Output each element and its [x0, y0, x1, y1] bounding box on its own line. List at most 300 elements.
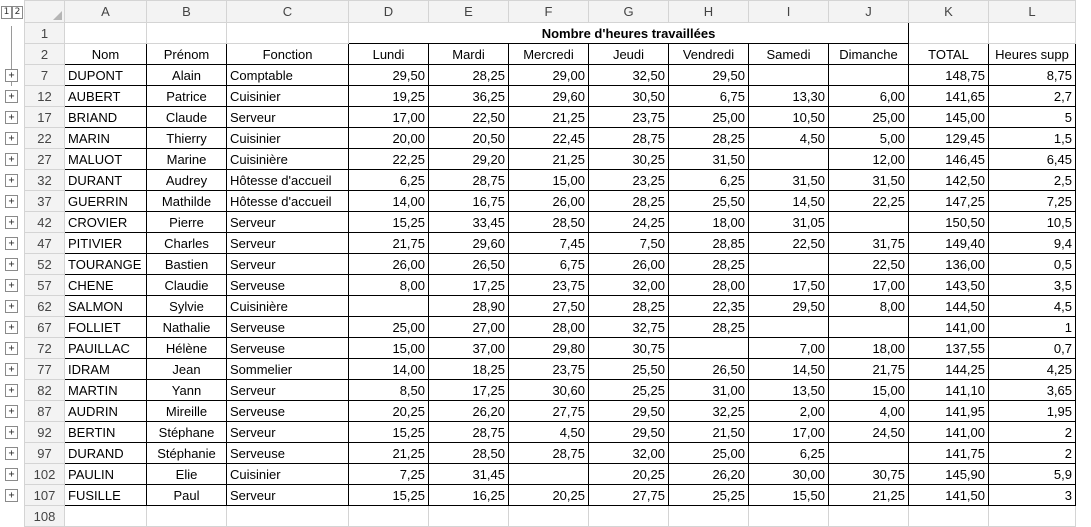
cell-c[interactable]: Serveur: [227, 254, 349, 275]
cell-g[interactable]: 25,50: [589, 359, 669, 380]
cell-f[interactable]: 27,75: [509, 401, 589, 422]
cell-k[interactable]: 141,00: [909, 422, 989, 443]
row-header[interactable]: 77: [25, 359, 65, 380]
cell-j[interactable]: 30,75: [829, 464, 909, 485]
column-header-h[interactable]: H: [669, 1, 749, 23]
expand-group-button[interactable]: +: [5, 405, 18, 418]
cell-f[interactable]: 29,00: [509, 65, 589, 86]
cell-i[interactable]: 31,50: [749, 170, 829, 191]
cell-h[interactable]: 26,50: [669, 359, 749, 380]
cell-a[interactable]: BERTIN: [65, 422, 147, 443]
cell-f[interactable]: 28,00: [509, 317, 589, 338]
cell-k[interactable]: 144,50: [909, 296, 989, 317]
cell-h[interactable]: 25,00: [669, 107, 749, 128]
expand-group-button[interactable]: +: [5, 279, 18, 292]
cell-d[interactable]: 6,25: [349, 170, 429, 191]
expand-group-button[interactable]: +: [5, 342, 18, 355]
cell[interactable]: [909, 506, 989, 527]
cell-i[interactable]: [749, 317, 829, 338]
cell[interactable]: [147, 23, 227, 44]
cell-i[interactable]: 30,00: [749, 464, 829, 485]
cell-f[interactable]: 23,75: [509, 359, 589, 380]
cell-a[interactable]: DURANT: [65, 170, 147, 191]
row-header[interactable]: 42: [25, 212, 65, 233]
cell-b[interactable]: Stéphanie: [147, 443, 227, 464]
cell-a[interactable]: MALUOT: [65, 149, 147, 170]
cell-g[interactable]: 30,25: [589, 149, 669, 170]
cell-j[interactable]: [829, 317, 909, 338]
cell-l[interactable]: 0,7: [989, 338, 1076, 359]
cell-i[interactable]: 13,30: [749, 86, 829, 107]
cell-a[interactable]: AUBERT: [65, 86, 147, 107]
cell-l[interactable]: 5,9: [989, 464, 1076, 485]
row-header[interactable]: 7: [25, 65, 65, 86]
cell-l[interactable]: 2: [989, 443, 1076, 464]
cell-c[interactable]: Serveur: [227, 233, 349, 254]
cell-g[interactable]: 29,50: [589, 401, 669, 422]
cell-d[interactable]: 21,75: [349, 233, 429, 254]
cell-k[interactable]: 148,75: [909, 65, 989, 86]
cell-j[interactable]: 22,25: [829, 191, 909, 212]
cell-j[interactable]: 15,00: [829, 380, 909, 401]
row-header[interactable]: 92: [25, 422, 65, 443]
cell-f[interactable]: 28,50: [509, 212, 589, 233]
cell-i[interactable]: 6,25: [749, 443, 829, 464]
cell[interactable]: [65, 23, 147, 44]
cell-j[interactable]: 17,00: [829, 275, 909, 296]
cell-l[interactable]: 8,75: [989, 65, 1076, 86]
expand-group-button[interactable]: +: [5, 153, 18, 166]
cell-c[interactable]: Serveur: [227, 422, 349, 443]
cell-j[interactable]: 31,75: [829, 233, 909, 254]
cell-j[interactable]: 31,50: [829, 170, 909, 191]
cell-d[interactable]: 15,25: [349, 422, 429, 443]
expand-group-button[interactable]: +: [5, 489, 18, 502]
cell-f[interactable]: 21,25: [509, 107, 589, 128]
cell-e[interactable]: 33,45: [429, 212, 509, 233]
cell-i[interactable]: 14,50: [749, 191, 829, 212]
cell-j[interactable]: 4,00: [829, 401, 909, 422]
cell-l[interactable]: 5: [989, 107, 1076, 128]
cell[interactable]: [65, 506, 147, 527]
cell-a[interactable]: CROVIER: [65, 212, 147, 233]
cell-i[interactable]: 22,50: [749, 233, 829, 254]
cell-b[interactable]: Charles: [147, 233, 227, 254]
cell-a[interactable]: SALMON: [65, 296, 147, 317]
cell-c[interactable]: Serveuse: [227, 275, 349, 296]
cell-g[interactable]: 28,25: [589, 296, 669, 317]
row-header[interactable]: 72: [25, 338, 65, 359]
cell-g[interactable]: 7,50: [589, 233, 669, 254]
cell-k[interactable]: 141,65: [909, 86, 989, 107]
cell-h[interactable]: 25,00: [669, 443, 749, 464]
cell-j[interactable]: [829, 65, 909, 86]
expand-group-button[interactable]: +: [5, 363, 18, 376]
cell-d[interactable]: 14,00: [349, 191, 429, 212]
cell-i[interactable]: [749, 149, 829, 170]
column-header-k[interactable]: K: [909, 1, 989, 23]
cell-h[interactable]: 22,35: [669, 296, 749, 317]
expand-group-button[interactable]: +: [5, 216, 18, 229]
cell-h[interactable]: 21,50: [669, 422, 749, 443]
cell-k[interactable]: 146,45: [909, 149, 989, 170]
cell-l[interactable]: 2,5: [989, 170, 1076, 191]
column-header-c[interactable]: C: [227, 1, 349, 23]
cell-c[interactable]: Hôtesse d'accueil: [227, 170, 349, 191]
cell-b[interactable]: Jean: [147, 359, 227, 380]
cell-l[interactable]: 3: [989, 485, 1076, 506]
column-header-l[interactable]: L: [989, 1, 1076, 23]
cell-g[interactable]: 26,00: [589, 254, 669, 275]
cell-i[interactable]: 13,50: [749, 380, 829, 401]
cell-g[interactable]: 32,75: [589, 317, 669, 338]
cell[interactable]: [989, 506, 1076, 527]
row-header[interactable]: 17: [25, 107, 65, 128]
cell-g[interactable]: 32,00: [589, 275, 669, 296]
column-title-cell[interactable]: TOTAL: [909, 44, 989, 65]
cell-k[interactable]: 141,95: [909, 401, 989, 422]
cell-g[interactable]: 30,50: [589, 86, 669, 107]
cell-a[interactable]: PITIVIER: [65, 233, 147, 254]
cell-l[interactable]: 4,5: [989, 296, 1076, 317]
cell-e[interactable]: 28,75: [429, 422, 509, 443]
cell-c[interactable]: Cuisinière: [227, 149, 349, 170]
cell-b[interactable]: Sylvie: [147, 296, 227, 317]
cell-a[interactable]: MARTIN: [65, 380, 147, 401]
cell-k[interactable]: 136,00: [909, 254, 989, 275]
cell-c[interactable]: Serveuse: [227, 443, 349, 464]
cell-e[interactable]: 16,75: [429, 191, 509, 212]
cell[interactable]: [227, 23, 349, 44]
cell-g[interactable]: 24,25: [589, 212, 669, 233]
cell-c[interactable]: Hôtesse d'accueil: [227, 191, 349, 212]
cell-a[interactable]: FUSILLE: [65, 485, 147, 506]
cell-g[interactable]: 32,00: [589, 443, 669, 464]
cell-e[interactable]: 37,00: [429, 338, 509, 359]
cell-f[interactable]: 29,60: [509, 86, 589, 107]
cell-b[interactable]: Claude: [147, 107, 227, 128]
cell-e[interactable]: 28,25: [429, 65, 509, 86]
cell-b[interactable]: Hélène: [147, 338, 227, 359]
cell-h[interactable]: 25,50: [669, 191, 749, 212]
cell-g[interactable]: 25,25: [589, 380, 669, 401]
expand-group-button[interactable]: +: [5, 384, 18, 397]
column-title-cell[interactable]: Jeudi: [589, 44, 669, 65]
cell-h[interactable]: 28,00: [669, 275, 749, 296]
cell-d[interactable]: 7,25: [349, 464, 429, 485]
cell-f[interactable]: 15,00: [509, 170, 589, 191]
cell-b[interactable]: Marine: [147, 149, 227, 170]
expand-group-button[interactable]: +: [5, 237, 18, 250]
cell-e[interactable]: 31,45: [429, 464, 509, 485]
cell-f[interactable]: 30,60: [509, 380, 589, 401]
cell-e[interactable]: 18,25: [429, 359, 509, 380]
cell-h[interactable]: 28,25: [669, 128, 749, 149]
cell-l[interactable]: 1,5: [989, 128, 1076, 149]
cell-f[interactable]: [509, 464, 589, 485]
cell-h[interactable]: 32,25: [669, 401, 749, 422]
cell-h[interactable]: 28,85: [669, 233, 749, 254]
cell-b[interactable]: Elie: [147, 464, 227, 485]
cell-d[interactable]: 8,00: [349, 275, 429, 296]
cell-f[interactable]: 22,45: [509, 128, 589, 149]
expand-group-button[interactable]: +: [5, 468, 18, 481]
cell[interactable]: [989, 23, 1076, 44]
cell[interactable]: [349, 506, 429, 527]
column-title-cell[interactable]: Dimanche: [829, 44, 909, 65]
cell-c[interactable]: Serveur: [227, 380, 349, 401]
cell-i[interactable]: [749, 65, 829, 86]
expand-group-button[interactable]: +: [5, 447, 18, 460]
cell-h[interactable]: [669, 338, 749, 359]
cell-c[interactable]: Cuisinière: [227, 296, 349, 317]
cell-i[interactable]: 10,50: [749, 107, 829, 128]
cell-b[interactable]: Claudie: [147, 275, 227, 296]
cell-g[interactable]: 23,75: [589, 107, 669, 128]
cell-e[interactable]: 16,25: [429, 485, 509, 506]
row-header[interactable]: 47: [25, 233, 65, 254]
cell-l[interactable]: 3,65: [989, 380, 1076, 401]
expand-group-button[interactable]: +: [5, 111, 18, 124]
cell-h[interactable]: 29,50: [669, 65, 749, 86]
cell-e[interactable]: 26,50: [429, 254, 509, 275]
cell-j[interactable]: 12,00: [829, 149, 909, 170]
cell-l[interactable]: 7,25: [989, 191, 1076, 212]
cell-f[interactable]: 23,75: [509, 275, 589, 296]
cell-j[interactable]: 21,25: [829, 485, 909, 506]
cell-a[interactable]: AUDRIN: [65, 401, 147, 422]
cell-k[interactable]: 141,00: [909, 317, 989, 338]
cell-i[interactable]: [749, 254, 829, 275]
cell-b[interactable]: Paul: [147, 485, 227, 506]
cell-k[interactable]: 149,40: [909, 233, 989, 254]
column-title-cell[interactable]: Vendredi: [669, 44, 749, 65]
cell-c[interactable]: Serveuse: [227, 317, 349, 338]
cell-f[interactable]: 6,75: [509, 254, 589, 275]
expand-group-button[interactable]: +: [5, 321, 18, 334]
cell-c[interactable]: Cuisinier: [227, 86, 349, 107]
expand-group-button[interactable]: +: [5, 258, 18, 271]
cell-b[interactable]: Audrey: [147, 170, 227, 191]
cell[interactable]: [909, 23, 989, 44]
cell-a[interactable]: IDRAM: [65, 359, 147, 380]
cell-a[interactable]: TOURANGE: [65, 254, 147, 275]
expand-group-button[interactable]: +: [5, 132, 18, 145]
cell-k[interactable]: 141,10: [909, 380, 989, 401]
column-header-a[interactable]: A: [65, 1, 147, 23]
cell-k[interactable]: 137,55: [909, 338, 989, 359]
cell-a[interactable]: PAUILLAC: [65, 338, 147, 359]
cell-e[interactable]: 26,20: [429, 401, 509, 422]
cell-a[interactable]: DUPONT: [65, 65, 147, 86]
cell-k[interactable]: 141,75: [909, 443, 989, 464]
column-title-cell[interactable]: Samedi: [749, 44, 829, 65]
cell-i[interactable]: 15,50: [749, 485, 829, 506]
cell-h[interactable]: 28,25: [669, 254, 749, 275]
cell-d[interactable]: 25,00: [349, 317, 429, 338]
expand-group-button[interactable]: +: [5, 300, 18, 313]
cell-b[interactable]: Yann: [147, 380, 227, 401]
outline-level-2-button[interactable]: 2: [12, 6, 23, 19]
cell-l[interactable]: 2: [989, 422, 1076, 443]
cell-f[interactable]: 29,80: [509, 338, 589, 359]
row-header[interactable]: 2: [25, 44, 65, 65]
expand-group-button[interactable]: +: [5, 195, 18, 208]
row-header[interactable]: 107: [25, 485, 65, 506]
cell-a[interactable]: CHENE: [65, 275, 147, 296]
cell-j[interactable]: 8,00: [829, 296, 909, 317]
cell-l[interactable]: 1,95: [989, 401, 1076, 422]
cell-b[interactable]: Pierre: [147, 212, 227, 233]
cell-d[interactable]: 26,00: [349, 254, 429, 275]
cell-k[interactable]: 129,45: [909, 128, 989, 149]
cell-h[interactable]: 31,50: [669, 149, 749, 170]
cell-d[interactable]: [349, 296, 429, 317]
cell-h[interactable]: 18,00: [669, 212, 749, 233]
cell-k[interactable]: 145,90: [909, 464, 989, 485]
expand-group-button[interactable]: +: [5, 426, 18, 439]
cell-g[interactable]: 29,50: [589, 422, 669, 443]
cell-l[interactable]: 4,25: [989, 359, 1076, 380]
cell-d[interactable]: 29,50: [349, 65, 429, 86]
cell-e[interactable]: 28,75: [429, 170, 509, 191]
cell-j[interactable]: 22,50: [829, 254, 909, 275]
cell-d[interactable]: 8,50: [349, 380, 429, 401]
cell-c[interactable]: Cuisinier: [227, 128, 349, 149]
row-header[interactable]: 67: [25, 317, 65, 338]
cell-a[interactable]: FOLLIET: [65, 317, 147, 338]
cell-k[interactable]: 142,50: [909, 170, 989, 191]
cell-i[interactable]: 31,05: [749, 212, 829, 233]
column-header-f[interactable]: F: [509, 1, 589, 23]
cell-j[interactable]: 24,50: [829, 422, 909, 443]
cell-b[interactable]: Patrice: [147, 86, 227, 107]
cell-l[interactable]: 10,5: [989, 212, 1076, 233]
cell[interactable]: [749, 506, 829, 527]
table-title[interactable]: Nombre d'heures travaillées: [349, 23, 909, 44]
cell-e[interactable]: 20,50: [429, 128, 509, 149]
cell-g[interactable]: 23,25: [589, 170, 669, 191]
row-header[interactable]: 97: [25, 443, 65, 464]
cell-k[interactable]: 143,50: [909, 275, 989, 296]
row-header[interactable]: 32: [25, 170, 65, 191]
cell-c[interactable]: Serveur: [227, 212, 349, 233]
cell-j[interactable]: 18,00: [829, 338, 909, 359]
cell-d[interactable]: 15,00: [349, 338, 429, 359]
cell-d[interactable]: 14,00: [349, 359, 429, 380]
cell[interactable]: [509, 506, 589, 527]
cell-h[interactable]: 31,00: [669, 380, 749, 401]
row-header[interactable]: 37: [25, 191, 65, 212]
cell-c[interactable]: Serveuse: [227, 338, 349, 359]
column-title-cell[interactable]: Mardi: [429, 44, 509, 65]
cell-a[interactable]: GUERRIN: [65, 191, 147, 212]
cell-g[interactable]: 20,25: [589, 464, 669, 485]
cell-d[interactable]: 22,25: [349, 149, 429, 170]
cell-i[interactable]: 29,50: [749, 296, 829, 317]
cell-b[interactable]: Alain: [147, 65, 227, 86]
cell-d[interactable]: 15,25: [349, 212, 429, 233]
cell-i[interactable]: 4,50: [749, 128, 829, 149]
cell[interactable]: [669, 506, 749, 527]
cell-b[interactable]: Mireille: [147, 401, 227, 422]
cell-l[interactable]: 0,5: [989, 254, 1076, 275]
column-title-cell[interactable]: Nom: [65, 44, 147, 65]
expand-group-button[interactable]: +: [5, 69, 18, 82]
cell-g[interactable]: 28,25: [589, 191, 669, 212]
cell-g[interactable]: 27,75: [589, 485, 669, 506]
cell-f[interactable]: 27,50: [509, 296, 589, 317]
cell[interactable]: [829, 506, 909, 527]
cell-k[interactable]: 145,00: [909, 107, 989, 128]
cell-i[interactable]: 14,50: [749, 359, 829, 380]
cell-f[interactable]: 21,25: [509, 149, 589, 170]
cell-c[interactable]: Comptable: [227, 65, 349, 86]
column-header-j[interactable]: J: [829, 1, 909, 23]
cell[interactable]: [147, 506, 227, 527]
cell-j[interactable]: 5,00: [829, 128, 909, 149]
column-title-cell[interactable]: Prénom: [147, 44, 227, 65]
cell-a[interactable]: MARIN: [65, 128, 147, 149]
select-all-corner[interactable]: [25, 1, 65, 23]
cell-k[interactable]: 150,50: [909, 212, 989, 233]
cell-e[interactable]: 29,60: [429, 233, 509, 254]
row-header[interactable]: 52: [25, 254, 65, 275]
outline-level-1-button[interactable]: 1: [1, 6, 12, 19]
cell-l[interactable]: 9,4: [989, 233, 1076, 254]
row-header[interactable]: 1: [25, 23, 65, 44]
cell-c[interactable]: Serveur: [227, 107, 349, 128]
cell-d[interactable]: 15,25: [349, 485, 429, 506]
cell-a[interactable]: BRIAND: [65, 107, 147, 128]
column-header-e[interactable]: E: [429, 1, 509, 23]
row-header[interactable]: 62: [25, 296, 65, 317]
cell[interactable]: [589, 506, 669, 527]
cell-j[interactable]: 25,00: [829, 107, 909, 128]
cell-d[interactable]: 21,25: [349, 443, 429, 464]
cell[interactable]: [429, 506, 509, 527]
cell-b[interactable]: Stéphane: [147, 422, 227, 443]
cell-b[interactable]: Mathilde: [147, 191, 227, 212]
cell-e[interactable]: 27,00: [429, 317, 509, 338]
row-header[interactable]: 27: [25, 149, 65, 170]
cell-g[interactable]: 32,50: [589, 65, 669, 86]
cell-j[interactable]: 21,75: [829, 359, 909, 380]
cell-e[interactable]: 29,20: [429, 149, 509, 170]
row-header[interactable]: 57: [25, 275, 65, 296]
column-header-d[interactable]: D: [349, 1, 429, 23]
row-header[interactable]: 102: [25, 464, 65, 485]
cell-h[interactable]: 25,25: [669, 485, 749, 506]
cell-d[interactable]: 19,25: [349, 86, 429, 107]
cell-i[interactable]: 17,00: [749, 422, 829, 443]
cell-l[interactable]: 3,5: [989, 275, 1076, 296]
cell-h[interactable]: 6,25: [669, 170, 749, 191]
cell-c[interactable]: Cuisinier: [227, 464, 349, 485]
cell-h[interactable]: 6,75: [669, 86, 749, 107]
cell-c[interactable]: Sommelier: [227, 359, 349, 380]
cell-k[interactable]: 141,50: [909, 485, 989, 506]
cell-j[interactable]: [829, 443, 909, 464]
column-title-cell[interactable]: Heures supp: [989, 44, 1076, 65]
cell-i[interactable]: 2,00: [749, 401, 829, 422]
column-title-cell[interactable]: Mercredi: [509, 44, 589, 65]
cell-k[interactable]: 144,25: [909, 359, 989, 380]
cell-e[interactable]: 28,50: [429, 443, 509, 464]
column-header-b[interactable]: B: [147, 1, 227, 23]
row-header[interactable]: 82: [25, 380, 65, 401]
column-header-i[interactable]: I: [749, 1, 829, 23]
